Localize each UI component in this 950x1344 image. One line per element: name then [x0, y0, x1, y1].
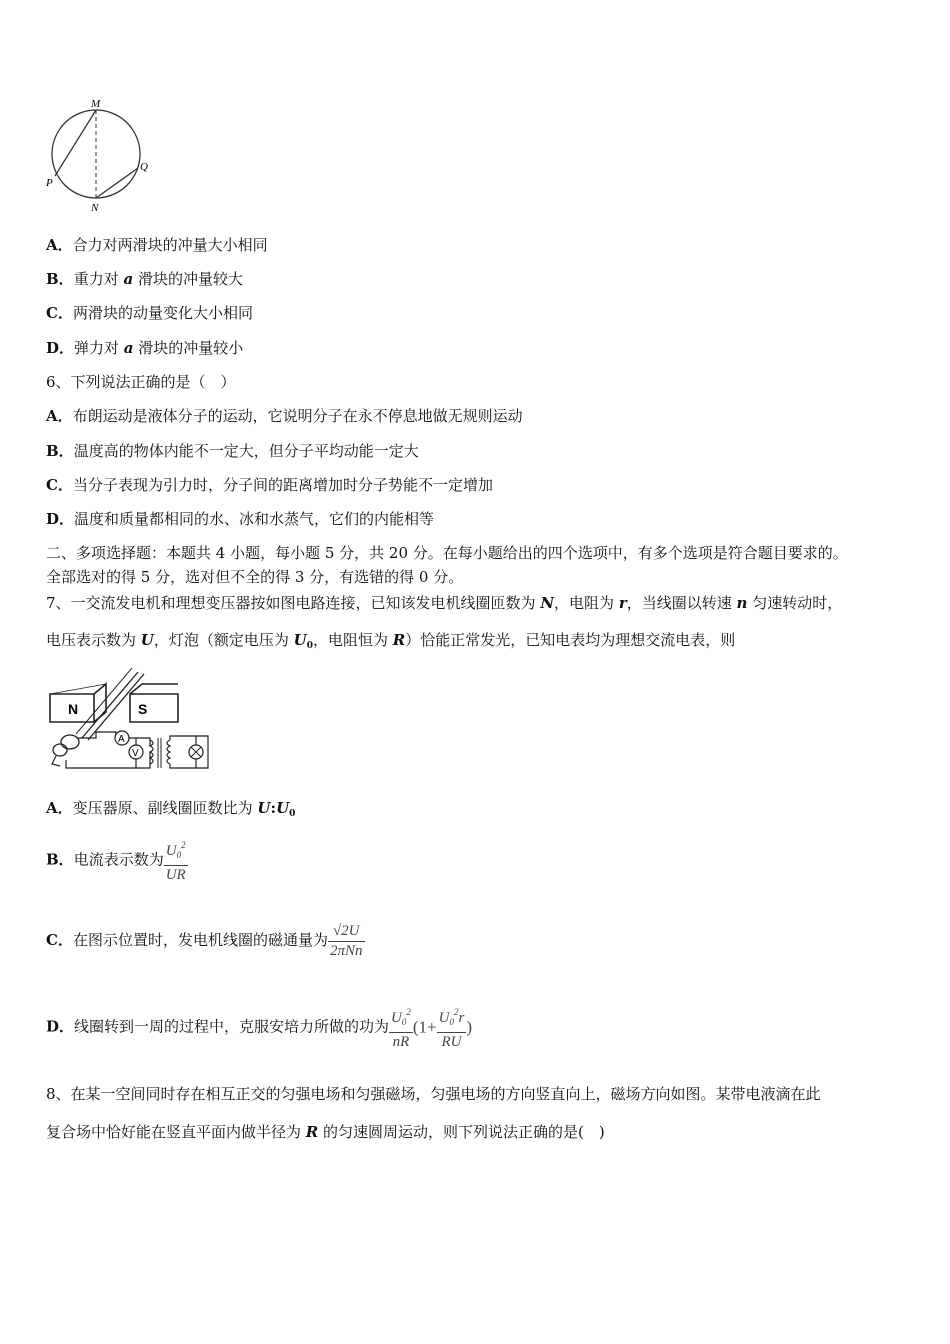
label-p: P: [46, 177, 53, 189]
q6-option-c: C．当分子表现为引力时，分子间的距离增加时分子势能不一定增加: [46, 476, 493, 494]
q7-stem-line2: 电压表示数为 U，灯泡（额定电压为 $U_0$，电阻恒为 R）恰能正常发光，已知电表均为理想交流电表，则: [46, 631, 736, 651]
q5-option-b: B．重力对 a 滑块的冲量较大: [46, 270, 243, 288]
generator-circuit-diagram: [46, 664, 212, 774]
fraction-work-1: $\frac{U_0^2}{nR}$: [389, 1003, 413, 1052]
q7-option-c: C．在图示位置时，发电机线圈的磁通量为 $\frac{√2U}{\text{2πNn}}$: [46, 922, 363, 959]
q5-option-a: A．合力对两滑块的冲量大小相同: [46, 236, 268, 254]
chord-pm: [55, 110, 96, 176]
q6-stem: 6、下列说法正确的是（ ）: [46, 373, 236, 391]
fraction-current: $\frac{U_0^2}{UR}$: [164, 836, 188, 885]
slip-ring: [61, 735, 79, 749]
q7-stem-line1: 7、一交流发电机和理想变压器按如图电路连接，已知该发电机线圈匝数为 N，电阻为 r，当线圈以转速 n 匀速转动时，: [46, 594, 843, 612]
label-s-pole: S: [138, 701, 148, 717]
q7-option-d: D．线圈转到一周的过程中，克服安培力所做的功为 $\frac{U_0^2}{nR}$ (1+ $\frac{U_0^2r}{RU}$ ): [46, 1003, 472, 1052]
label-voltmeter: V: [132, 748, 139, 759]
transformer-secondary: [167, 740, 170, 764]
q8-stem-line2: 复合场中恰好能在竖直平面内做半径为 R 的匀速圆周运动，则下列说法正确的是( ): [46, 1123, 605, 1141]
q5-option-c: C．两滑块的动量变化大小相同: [46, 304, 253, 322]
q6-option-a: A．布朗运动是液体分子的运动，它说明分子在永不停息地做无规则运动: [46, 407, 523, 425]
q6-option-b: B．温度高的物体内能不一定大，但分子平均动能一定大: [46, 442, 419, 460]
chord-nq: [96, 168, 138, 198]
label-q: Q: [140, 161, 148, 173]
section2-line1: 二、多项选择题：本题共 4 小题，每小题 5 分，共 20 分。在每小题给出的四个选项中，有多个选项是符合题目要求的。: [46, 544, 848, 562]
q7-option-a: A．变压器原、副线圈匝数比为 $U:U_0$: [46, 799, 296, 819]
label-n-pole: N: [68, 701, 79, 717]
q7-option-b: B．电流表示数为 $\frac{U_0^2}{UR}$: [46, 836, 188, 885]
q5-option-d: D．弹力对 a 滑块的冲量较小: [46, 339, 244, 357]
q6-option-d: D．温度和质量都相同的水、冰和水蒸气，它们的内能相等: [46, 510, 435, 528]
circle-diagram: [44, 96, 156, 214]
label-ammeter: A: [118, 734, 125, 745]
fraction-flux: $\frac{√2U}{\text{2πNn}}$: [329, 922, 363, 959]
fraction-work-2: $\frac{U_0^2r}{RU}$: [437, 1003, 467, 1052]
section2-line2: 全部选对的得 5 分，选对但不全的得 3 分，有选错的得 0 分。: [46, 568, 464, 586]
q8-stem-line1: 8、在某一空间同时存在相互正交的匀强电场和匀强磁场，匀强电场的方向竖直向上，磁场方向如图。某带电液滴在此: [46, 1085, 821, 1103]
label-n: N: [91, 202, 99, 214]
label-m: M: [91, 98, 101, 110]
